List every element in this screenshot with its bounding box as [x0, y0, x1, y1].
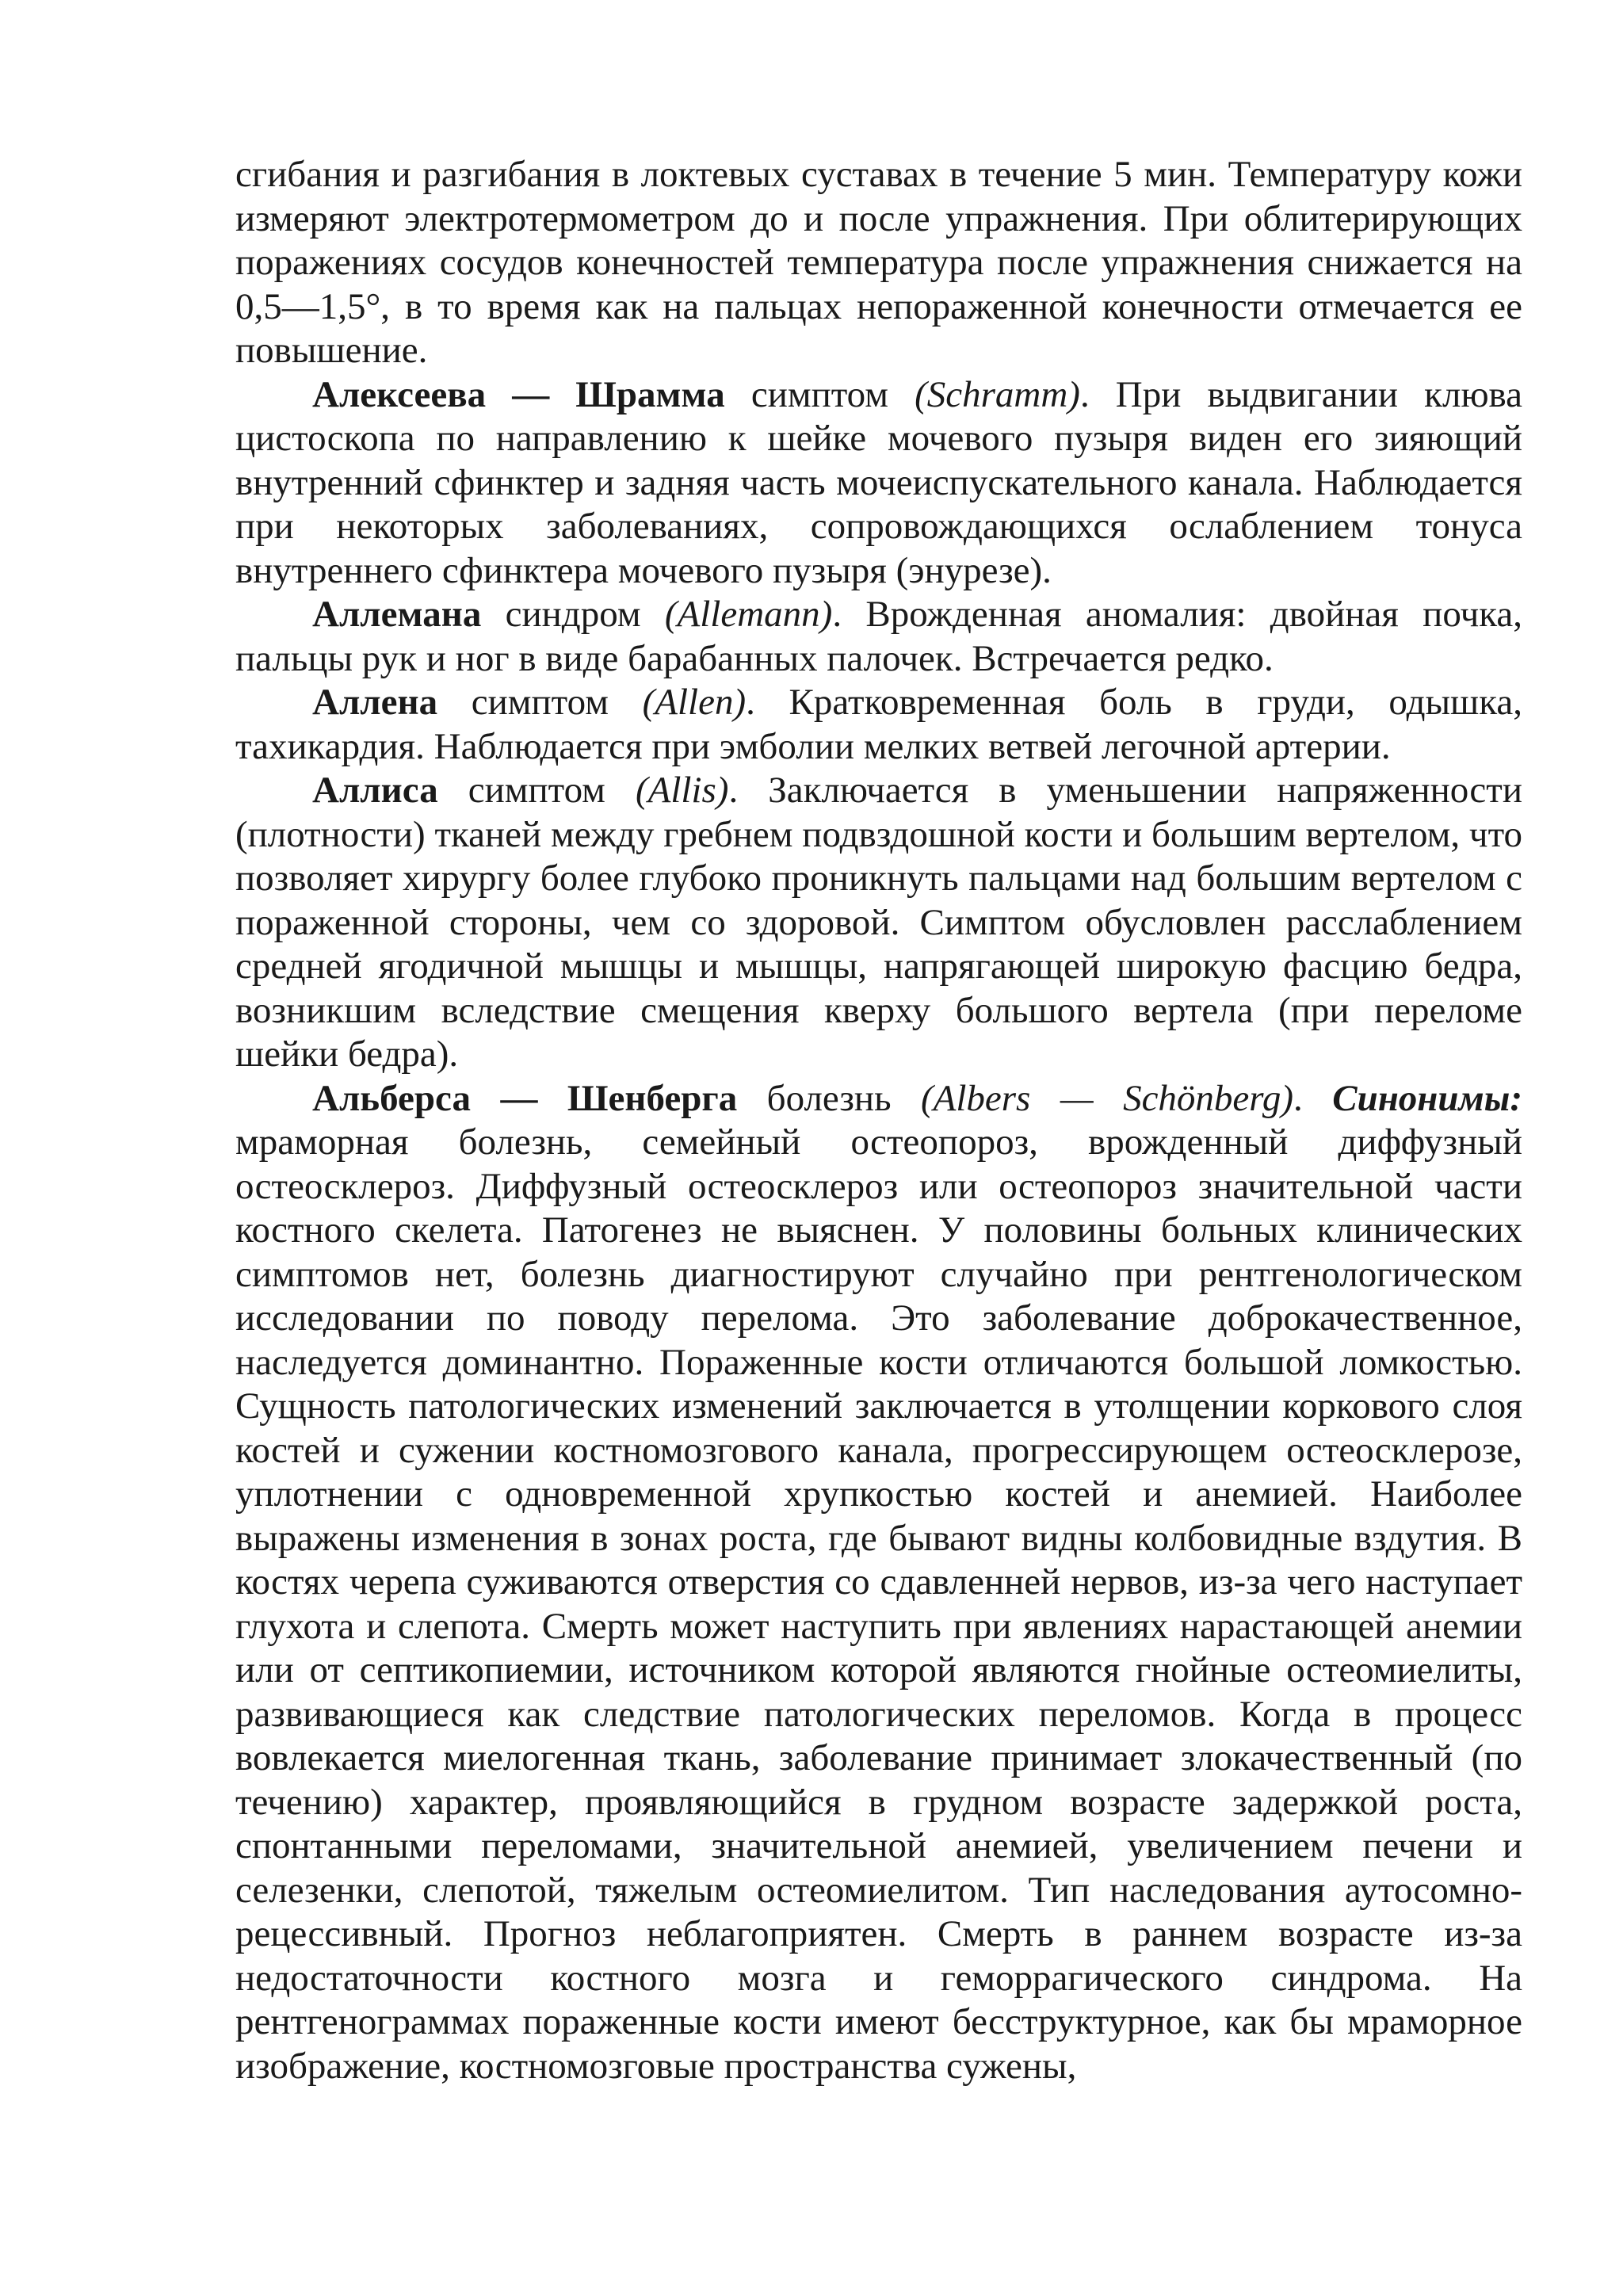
entry-allis [235, 769, 1522, 1077]
synonyms-label: Синонимы: [1332, 1077, 1522, 1119]
entry-term: Аллиса [312, 770, 438, 811]
document-page [235, 153, 1522, 2088]
entry-text: . При выдвигании клюва цистоскопа по направлению к шейке мочевого пузыря виден его зияющий внутренний сфинктер и задняя часть мочеиспускательного канала. Наблюдается при некоторых заболеваниях, сопровождающихся ослаблением тонуса внутреннего сфинктера мочевого пузыря (энурезе). [235, 373, 1522, 591]
entry-latin-name: (Albers — Schönberg) [920, 1077, 1293, 1119]
entry-text: симптом [724, 373, 915, 415]
entry-latin-name: (Allis) [635, 770, 729, 811]
paragraph-text: сгибания и разгибания в локтевых суставах в течение 5 мин. Температуру кожи измеряют электротермометром до и после упражнения. При облитерирующих поражениях сосудов конечностей температура после упражнения снижается на 0,5—1,5°, в то время как на пальцах непораженной конечности отмечается ее повышение. [235, 154, 1522, 371]
entry-allemann [235, 593, 1522, 681]
entry-text: синдром [481, 594, 665, 635]
entry-allen [235, 681, 1522, 769]
entry-text: симптом [437, 682, 643, 723]
entry-text: . Кратковременная боль в груди, одышка, тахикардия. Наблюдается при эмболии мелких ветвей легочной артерии. [235, 682, 1522, 767]
entry-text: болезнь [737, 1077, 921, 1119]
entry-term: Аллена [312, 682, 438, 723]
entry-text: . Врожденная аномалия: двойная почка, пальцы рук и ног в виде барабанных палочек. Встречается редко. [235, 594, 1522, 679]
entry-text: . [1293, 1077, 1333, 1119]
entry-latin-name: (Allen) [642, 682, 747, 723]
entry-text: симптом [437, 770, 636, 811]
entry-albers-schonberg [235, 1077, 1522, 2089]
entry-alekseeva-schramm [235, 373, 1522, 594]
entry-term: Аллемана [312, 594, 482, 635]
entry-term: Альберса — Шенберга [312, 1077, 738, 1119]
entry-text: мраморная болезнь, семейный остеопороз, врожденный диффузный остеосклероз. Диффузный остеосклероз или остеопороз значительной части костного скелета. Патогенез не выяснен. У половины больных клинических симптомов нет, болезнь диагностируют случайно при рентгенологическом исследовании по поводу перелома. Это заболевание доброкачественное, наследуется доминантно. Пораженные кости отличаются большой ломкостью. Сущность патологических изменений заключается в утолщении коркового слоя костей и сужении костномозгового канала, прогрессирующем остеосклерозе, уплотнении с одновременной хрупкостью костей и анемией. Наиболее выражены изменения в зонах роста, где бывают видны колбовидные вздутия. В костях черепа суживаются отверстия со сдавленней нервов, из-за чего наступает глухота и слепота. Смерть может наступить при явлениях нарастающей анемии или от септикопиемии, источником которой являются гнойные остеомиелиты, развивающиеся как следствие патологических переломов. Когда в процесс вовлекается миелогенная ткань, заболевание принимает злокачественный (по течению) характер, проявляющийся в грудном возрасте задержкой роста, спонтанными переломами, значительной анемией, увеличением печени и селезенки, слепотой, тяжелым остеомиелитом. Тип наследования аутосомно-рецессивный. Прогноз неблагоприятен. Смерть в раннем возрасте из-за недостаточности костного мозга и геморрагического синдрома. На рентгенограммах пораженные кости имеют бесструктурное, как бы мраморное изображение, костномозговые пространства сужены, [235, 1121, 1522, 2087]
entry-latin-name: (Allemann) [664, 594, 833, 635]
entry-latin-name: (Schramm) [915, 373, 1080, 415]
entry-text: . Заключается в уменьшении напряженности (плотности) тканей между гребнем подвздошной кости и большим вертелом, что позволяет хирургу более глубоко проникнуть пальцами над большим вертелом с пораженной стороны, чем со здоровой. Симптом обусловлен расслаблением средней ягодичной мышцы и мышцы, напрягающей широкую фасцию бедра, возникшим вследствие смещения кверху большого вертела (при переломе шейки бедра). [235, 770, 1522, 1075]
entry-term: Алексеева — Шрамма [312, 373, 725, 415]
paragraph-continuation [235, 153, 1522, 373]
